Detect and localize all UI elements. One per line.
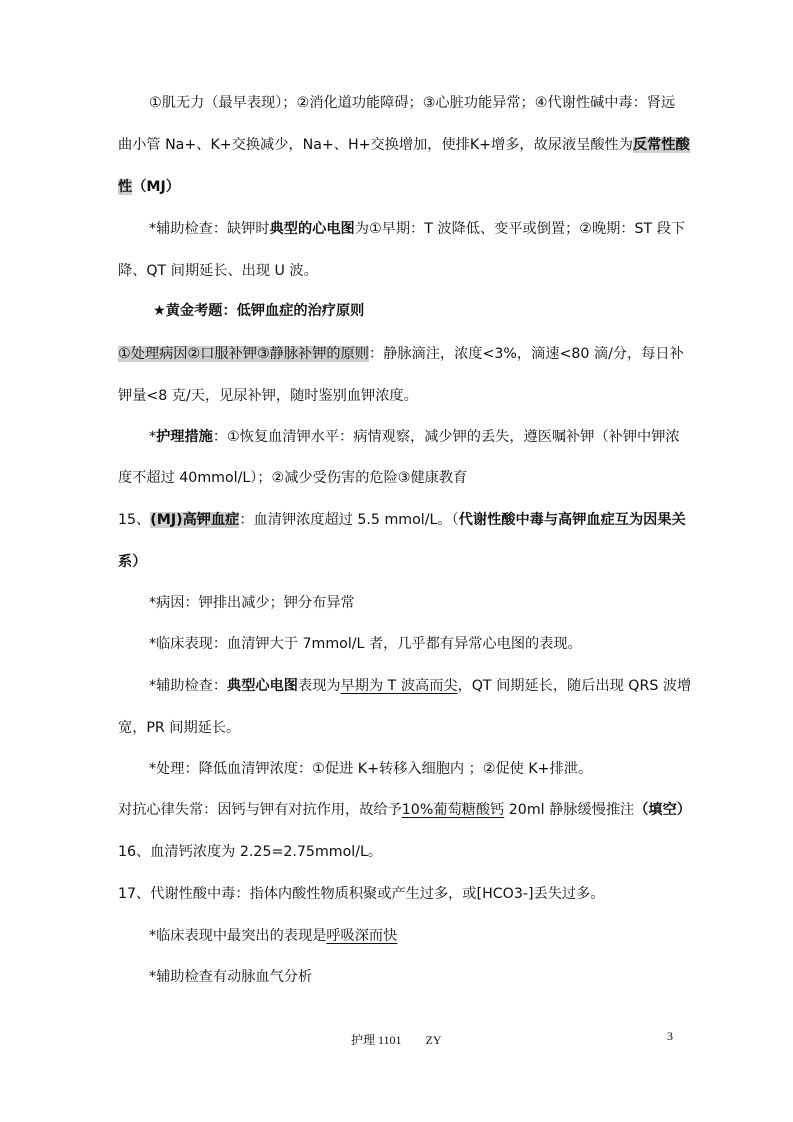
text-span: *处理：降低血清钾浓度：①促进 K+转移入细胞内 ；②促使 K+排泄。 [149,761,593,777]
text-span: 宽，PR 间期延长。 [118,720,241,736]
text-span: *辅助检查： [149,678,228,694]
text-line [118,261,318,281]
text-span: *病因：钾排出减少；钾分布异常 [149,595,355,611]
text-line [118,386,418,406]
underlined-text: 10%葡萄糖酸钙 [401,802,505,818]
text-line [149,634,582,654]
highlight-term: 性 [118,179,133,195]
text-line [149,967,312,987]
bold-text: 系） [118,554,147,570]
text-span: 对抗心律失常：因钙与钾有对抗作用，故给予 [118,802,402,818]
text-span: ，QT 间期延长，随后出现 QRS 波增 [457,678,692,694]
bold-text: （MJ） [132,179,180,195]
text-span: 曲小管 Na+、K+交换减少，Na+、H+交换增加，使排K+增多，故尿液呈酸性为 [118,137,633,153]
text-line [118,135,690,155]
bold-text: 典型心电图 [227,678,298,694]
text-line [118,468,467,488]
heading-text: ★黄金考题：低钾血症的治疗原则 [153,303,365,319]
text-span: 16、血清钙浓度为 2.25=2.75mmol/L。 [118,844,383,860]
text-span: ：血清钾浓度超过 5.5 mmol/L。（ [239,512,459,528]
text-span: ①肌无力（最早表现）；②消化道功能障碍；③心脏功能异常；④代谢性碱中毒：肾远 [149,95,676,111]
text-span: 钾量<8 克/天，见尿补钾，随时鉴别血钾浓度。 [118,388,418,404]
section-heading [153,301,364,321]
text-line [149,219,685,239]
highlight-term: 反常性酸 [632,137,690,153]
text-line [118,510,686,530]
text-span: * [149,429,157,445]
text-span: 为①早期：T 波降低、变平或倒置；②晚期：ST 段下 [354,221,686,237]
text-line [118,718,240,738]
text-line [118,842,382,862]
text-span: *临床表现：血清钾大于 7mmol/L 者，几乎都有异常心电图的表现。 [149,636,582,652]
text-line [149,427,680,447]
footer-label: 护理 1101 ZY [351,1033,442,1047]
text-span: 20ml 静脉缓慢推注 [504,802,635,818]
bold-text: 代谢性酸中毒与高钾血症互为因果关 [458,512,686,528]
text-line [118,344,684,364]
bold-text: 护理措施 [156,429,213,445]
text-line [149,926,397,946]
underlined-text: 早期为 T 波高而尖 [340,678,458,694]
bold-text: 典型的心电图 [269,221,355,237]
text-line [149,759,592,779]
text-line [118,800,691,820]
text-span: 表现为 [298,678,341,694]
text-line [149,676,691,696]
text-span: *辅助检查有动脉血气分析 [149,969,313,985]
text-span: 降、QT 间期延长、出现 U 波。 [118,263,318,279]
text-span: *辅助检查：缺钾时 [149,221,270,237]
underlined-text: 呼吸深而快 [326,928,398,944]
text-span: *临床表现中最突出的表现是 [149,928,327,944]
text-line [149,593,355,613]
text-span: 度不超过 40mmol/L）；②减少受伤害的危险③健康教育 [118,470,468,486]
text-span: ：静脉滴注，浓度<3%，滴速<80 滴/分，每日补 [368,346,684,362]
bold-text: （填空） [634,802,691,818]
text-line [149,93,675,113]
text-span: ：①恢复血清钾水平：病情观察，减少钾的丢失，遵医嘱补钾（补钾中钾浓 [212,429,680,445]
highlight-term: (MJ)高钾血症 [150,512,240,528]
highlight-term: ①处理病因②口服补钾③静脉补钾的原则 [118,346,369,362]
text-line [118,177,180,197]
text-line [118,552,146,572]
text-span: 17、代谢性酸中毒：指体内酸性物质积聚或产生过多，或[HCO3-]丢失过多。 [118,886,605,902]
text-line [118,884,604,904]
page-number: 3 [667,1029,673,1043]
text-span: 15、 [118,512,151,528]
